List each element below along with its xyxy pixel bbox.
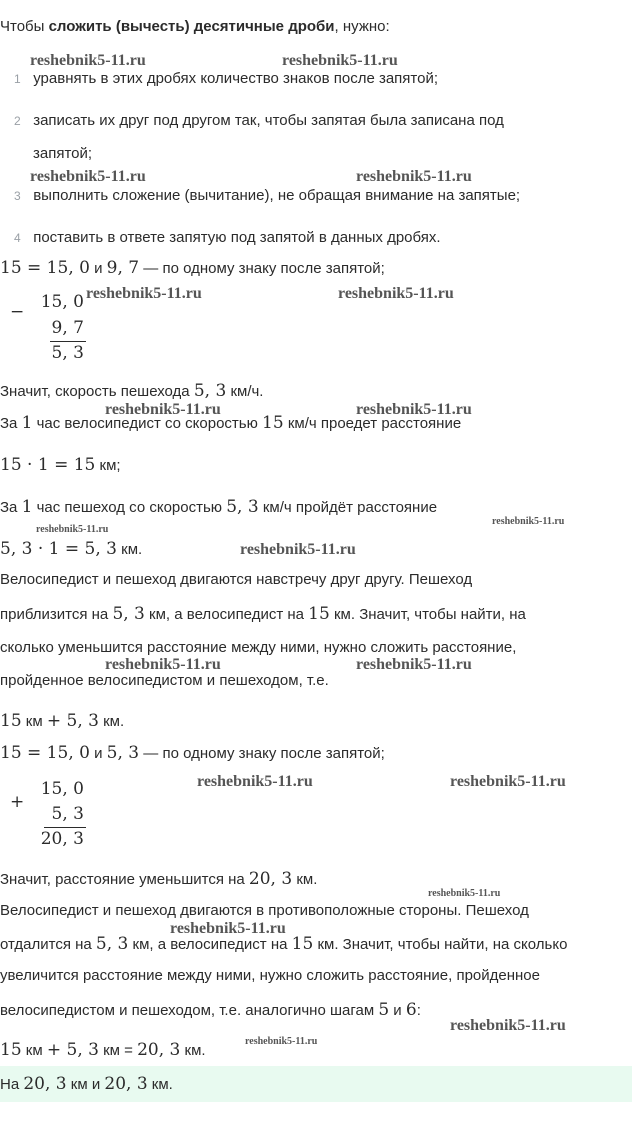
- subtraction-equalize-line: 15 = 15, 0 и 9, 7 — по одному знаку после запятой;: [0, 258, 385, 278]
- watermark: reshebnik5-11.ru: [492, 516, 565, 527]
- watermark: reshebnik5-11.ru: [30, 168, 146, 185]
- step-number: 3: [14, 189, 21, 203]
- intro-line: Чтобы сложить (вычесть) десятичные дроби, нужно:: [0, 18, 390, 35]
- away-paragraph-line-2: отдалится на 5, 3 км, а велосипедист на 15 км. Значит, чтобы найти, на сколько: [0, 934, 568, 954]
- step-1: 1 уравнять в этих дробях количество знаков после запятой;: [14, 70, 439, 87]
- away-paragraph-line-3: увеличится расстояние между ними, нужно сложить расстояние, пройденное: [0, 967, 540, 984]
- column-top-number: 15, 0: [40, 779, 84, 799]
- watermark: reshebnik5-11.ru: [356, 168, 472, 185]
- watermark: reshebnik5-11.ru: [170, 920, 286, 937]
- watermark: reshebnik5-11.ru: [282, 52, 398, 69]
- toward-paragraph-line-4: пройденное велосипедистом и пешеходом, т.е.: [0, 672, 329, 689]
- away-paragraph-line-1: Велосипедист и пешеход двигаются в противоположные стороны. Пешеход: [0, 902, 529, 919]
- watermark: reshebnik5-11.ru: [450, 773, 566, 790]
- toward-paragraph-line-2: приблизится на 5, 3 км, а велосипедист на 15 км. Значит, чтобы найти, на: [0, 604, 526, 624]
- operator-sign: −: [10, 302, 25, 322]
- step-number: 4: [14, 231, 21, 245]
- operator-sign: +: [10, 792, 25, 812]
- pedestrian-speed-line: Значит, скорость пешехода 5, 3 км/ч.: [0, 381, 264, 401]
- step-2-continued: запятой;: [33, 145, 93, 162]
- watermark: reshebnik5-11.ru: [105, 656, 221, 673]
- watermark: reshebnik5-11.ru: [36, 524, 109, 535]
- step-4: 4 поставить в ответе запятую под запятой в данных дробях.: [14, 229, 441, 246]
- watermark: reshebnik5-11.ru: [356, 401, 472, 418]
- toward-paragraph-line-3: сколько уменьшится расстояние между ними, нужно сложить расстояние,: [0, 639, 517, 656]
- bike-calc-line: 15 · 1 = 15 км;: [0, 455, 121, 475]
- column-bottom-number: 9, 7: [51, 318, 84, 338]
- addition-equalize-line: 15 = 15, 0 и 5, 3 — по одному знаку после запятой;: [0, 743, 385, 763]
- watermark: reshebnik5-11.ru: [105, 401, 221, 418]
- watermark: reshebnik5-11.ru: [245, 1036, 318, 1047]
- column-result: 5, 3: [51, 343, 84, 363]
- watermark: reshebnik5-11.ru: [30, 52, 146, 69]
- column-result: 20, 3: [40, 829, 84, 849]
- answer-text: На 20, 3 км и 20, 3 км.: [0, 1074, 173, 1094]
- step-2: 2 записать их друг под другом так, чтобы запятая была записана под: [14, 112, 504, 129]
- column-top-number: 15, 0: [40, 292, 84, 312]
- toward-paragraph-line-1: Велосипедист и пешеход двигаются навстречу друг другу. Пешеход: [0, 571, 473, 588]
- watermark: reshebnik5-11.ru: [428, 888, 501, 899]
- bike-hour-line: За 1 час велосипедист со скоростью 15 км/ч проедет расстояние: [0, 413, 462, 433]
- watermark: reshebnik5-11.ru: [356, 656, 472, 673]
- watermark: reshebnik5-11.ru: [197, 773, 313, 790]
- sum-expression: 15 км + 5, 3 км.: [0, 711, 125, 731]
- away-paragraph-line-4: велосипедистом и пешеходом, т.е. аналогично шагам 5 и 6:: [0, 1000, 421, 1020]
- step-number: 1: [14, 72, 21, 86]
- decrease-line: Значит, расстояние уменьшится на 20, 3 км.: [0, 869, 318, 889]
- column-rule: [44, 827, 86, 828]
- step-3: 3 выполнить сложение (вычитание), не обращая внимание на запятые;: [14, 187, 521, 204]
- walk-hour-line: За 1 час пешеход со скоростью 5, 3 км/ч пройдёт расстояние: [0, 497, 438, 517]
- watermark: reshebnik5-11.ru: [86, 285, 202, 302]
- walk-calc-line: 5, 3 · 1 = 5, 3 км.: [0, 539, 143, 559]
- step-number: 2: [14, 114, 21, 128]
- column-rule: [50, 341, 86, 342]
- column-bottom-number: 5, 3: [51, 804, 84, 824]
- watermark: reshebnik5-11.ru: [450, 1017, 566, 1034]
- watermark: reshebnik5-11.ru: [240, 541, 356, 558]
- watermark: reshebnik5-11.ru: [338, 285, 454, 302]
- final-expression: 15 км + 5, 3 км = 20, 3 км.: [0, 1040, 206, 1060]
